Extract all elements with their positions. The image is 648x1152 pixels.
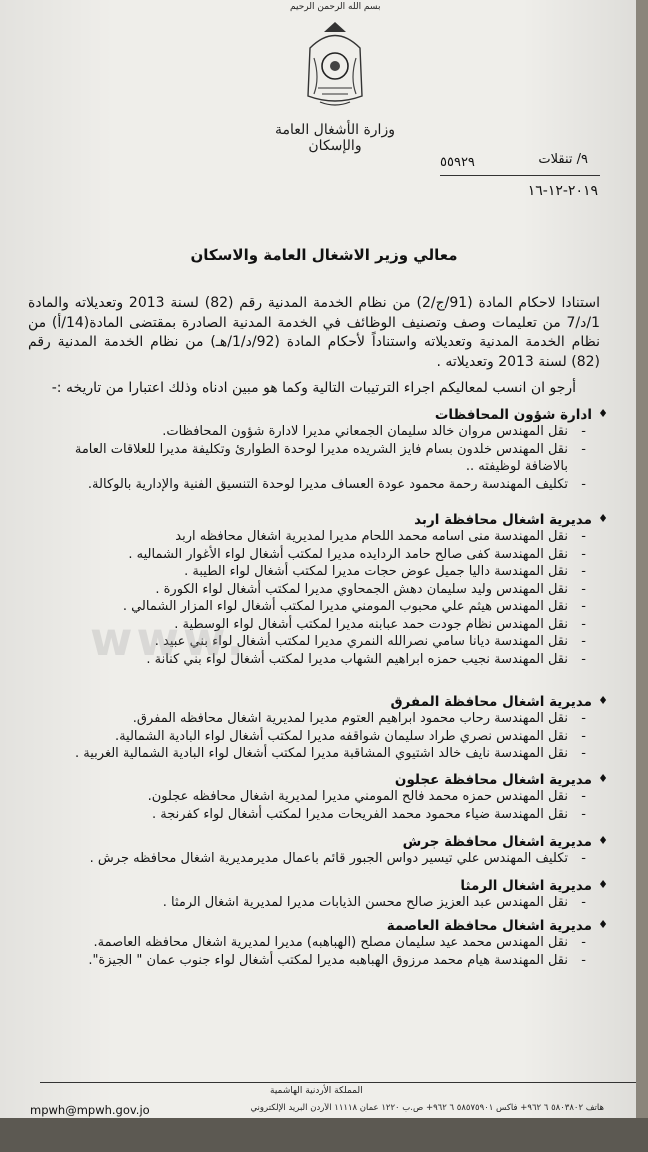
basmala: بسم الله الرحمن الرحيم — [290, 2, 381, 12]
section-title: مديرية اشغال محافظة العاصمة — [386, 918, 592, 934]
addressee: معالي وزير الاشغال العامة والاسكان — [190, 246, 458, 264]
reference-type: ٩/ تنقلات — [538, 152, 588, 167]
bullet-icon: ♦ — [598, 694, 608, 707]
watermark: www. — [90, 612, 249, 666]
list-item: - نقل المهندسة هيام محمد مرزوق الهباهبه مديرا لمكتب أشغال لواء جنوب عمان " الجيزة". — [28, 952, 608, 970]
list-item: - نقل المهندس هيثم علي محبوب المومني مديرا لمكتب أشغال لواء المزار الشمالي . — [28, 598, 608, 616]
bullet-icon: ♦ — [598, 512, 608, 525]
list-item: - تكليف المهندسة رحمة محمود عودة العساف مديرا لوحدة التنسيق الفنية والإدارية بالوكالة. — [28, 476, 608, 494]
list-item: - نقل المهندس مروان خالد سليمان الجمعاني مديرا لادارة شؤون المحافظات. — [28, 423, 608, 441]
list-item: - نقل المهندس حمزه محمد فالح المومني مديرا لمديرية اشغال محافظه عجلون. — [28, 788, 608, 806]
reference-date: ٢٠١٩-١٢-١٦ — [527, 183, 598, 199]
footer-contact: هاتف ٥٨٠٣٨٠٢ ٦ ٩٦٢+ فاكس ٥٨٥٧٥٩٠١ ٦ ٩٦٢+ ص.ب ١٢٢٠ عمان ١١١١٨ الأردن البريد الإلكتروني — [250, 1103, 604, 1113]
section-ajloun — [28, 772, 608, 823]
bullet-icon: ♦ — [598, 834, 608, 847]
section-jerash — [28, 834, 608, 868]
item-list — [28, 788, 608, 823]
section-title: مديرية اشغال محافظة جرش — [402, 834, 592, 850]
footer-kingdom: المملكة الأردنية الهاشمية — [270, 1086, 363, 1096]
bullet-icon: ♦ — [598, 407, 608, 420]
request-line: أرجو ان انسب لمعاليكم اجراء الترتيبات التالية وكما هو مبين ادناه وذلك اعتبارا من تاريخه :- — [51, 380, 576, 396]
list-item: - نقل المهندسة منى اسامه محمد اللحام مديرا لمديرية اشغال محافظه اربد — [28, 528, 608, 546]
section-title: مديرية اشغال محافظة اربد — [414, 512, 592, 528]
footer-divider — [40, 1082, 636, 1083]
list-item: - نقل المهندسة داليا جميل عوض حجات مديرا لمكتب أشغال لواء الطيبة . — [28, 563, 608, 581]
list-item: - نقل المهندس محمد عيد سليمان مصلح (الهباهبه) مديرا لمديرية اشغال محافظه العاصمة. — [28, 934, 608, 952]
footer-email: mpwh@mpwh.gov.jo — [30, 1103, 150, 1117]
list-item: - نقل المهندسة كفى صالح حامد الردايده مديرا لمكتب أشغال لواء الأغوار الشماليه . — [28, 546, 608, 564]
list-item: - نقل المهندس نظام جودت حمد عبابنه مديرا لمكتب أشغال لواء الوسطية . — [28, 616, 608, 634]
reference-number: ٥٥٩٢٩ — [440, 155, 475, 170]
item-list — [28, 894, 608, 912]
intro-paragraph: استنادا لاحكام المادة (91/ج/2) من نظام الخدمة المدنية رقم (82) لسنة 2013 وتعديلاته والمادة 1/د/7 من تعليمات وصف وتصنيف الوظائف في الخدمة المدنية الصادرة بمقتضى المادة(14/أ) من نظام الخدمة المدنية وتعديلاته واستناداً لأحكام المادة (92/د/1/هـ) من نظام الخدمة المدنية رقم (82) لسنة 2013 وتعديلاته . — [28, 295, 600, 370]
item-list — [28, 934, 608, 969]
page-fold-shadow — [0, 1118, 648, 1152]
section-governorates-affairs — [28, 407, 608, 493]
list-item: - نقل المهندسة رحاب محمود ابراهيم العتوم مديرا لمديرية اشغال محافظه المفرق. — [28, 710, 608, 728]
reference-underline — [440, 175, 600, 176]
section-title: مديرية اشغال الرمثا — [460, 878, 592, 894]
bullet-icon: ♦ — [598, 918, 608, 931]
list-item: - نقل المهندسة ديانا سامي نصرالله النمري مديرا لمكتب أشغال لواء بني عبيد . — [28, 633, 608, 651]
item-list — [28, 710, 608, 763]
list-item: - نقل المهندسة نجيب حمزه ابراهيم الشهاب مديرا لمكتب أشغال لواء بني كنانة . — [28, 651, 608, 669]
section-title: مديرية اشغال محافظة عجلون — [394, 772, 592, 788]
ministry-name: وزارة الأشغال العامة والإسكان — [275, 122, 395, 154]
list-item: - نقل المهندس عبد العزيز صالح محسن الذيابات مديرا لمديرية اشغال الرمثا . — [28, 894, 608, 912]
bullet-icon: ♦ — [598, 878, 608, 891]
list-item: - تكليف المهندس علي تيسير دواس الجبور قائم باعمال مديرمديرية اشغال محافظه جرش . — [28, 850, 608, 868]
coat-of-arms-icon — [300, 18, 370, 108]
section-title: ادارة شؤون المحافظات — [434, 407, 592, 423]
section-title: مديرية اشغال محافظة المفرق — [390, 694, 592, 710]
section-ramtha — [28, 878, 608, 912]
list-item: - نقل المهندسة ضياء محمود محمد الفريحات مديرا لمكتب أشغال لواء كفرنجة . — [28, 806, 608, 824]
item-list — [28, 850, 608, 868]
list-item: - نقل المهندس وليد سليمان دهش الجمحاوي مديرا لمكتب أشغال لواء الكورة . — [28, 581, 608, 599]
list-item: - نقل المهندسة نايف خالد اشتيوي المشاقبة مديرا لمكتب أشغال لواء البادية الشمالية الغربية . — [28, 745, 608, 763]
item-list — [28, 423, 608, 493]
list-item: - نقل المهندس خلدون بسام فايز الشريده مديرا لوحدة الطوارئ وتكليفة مديرا للعلاقات العامة بالاضافة لوظيفته .. — [28, 441, 608, 476]
section-mafraq — [28, 694, 608, 763]
section-capital — [28, 918, 608, 969]
page-edge-shadow — [636, 0, 648, 1118]
list-item: - نقل المهندس نصري طراد سليمان شواقفه مديرا لمكتب أشغال لواء البادية الشمالية. — [28, 728, 608, 746]
bullet-icon: ♦ — [598, 772, 608, 785]
